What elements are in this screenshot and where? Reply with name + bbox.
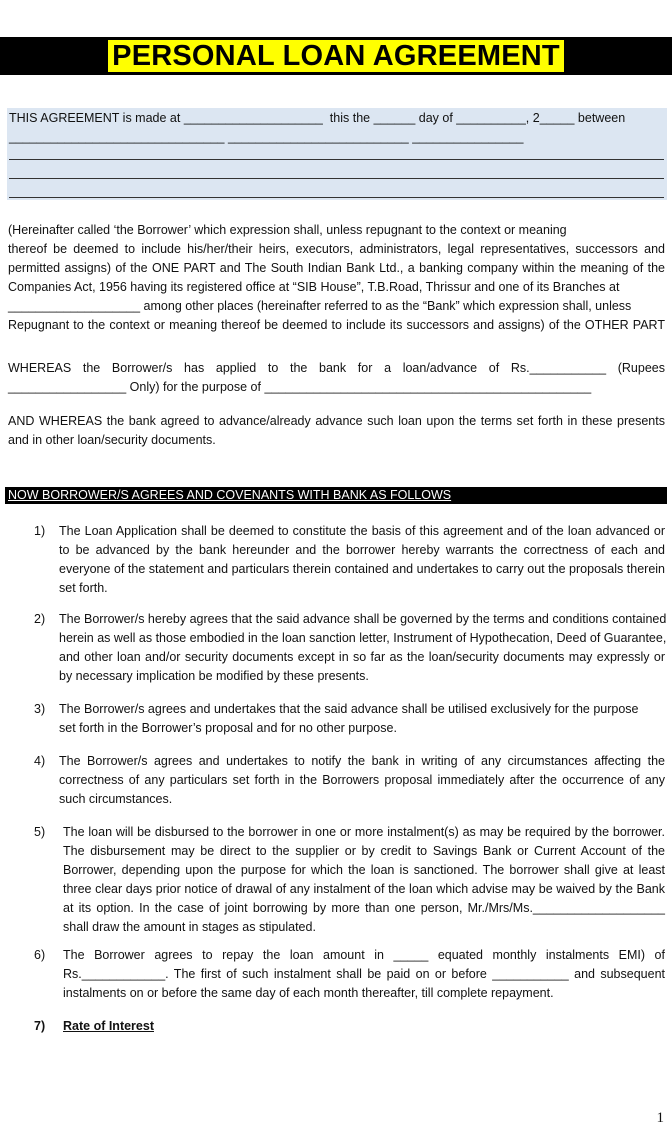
clause-line: Borrower, depending upon the purpose for which the loan is sanctioned. The borrower shall give at least (63, 863, 665, 877)
clause-line: instalments on or before the same day of each month thereafter, till complete repayment. (63, 986, 554, 1000)
paragraph-line: thereof be deemed to include his/her/their heirs, executors, administrators, legal representatives, successors and (8, 242, 665, 256)
clause-line: to be advanced by the bank hereunder and the borrower hereby warrants the correctness of each and (59, 543, 665, 557)
clause-3 (34, 700, 665, 738)
paragraph-line: permitted assigns) of the ONE PART and The South Indian Bank Ltd., a banking company within the meaning of the (8, 261, 665, 275)
clause-line: set forth. (59, 581, 108, 595)
clause-body (63, 946, 665, 1003)
clause-2 (34, 610, 665, 686)
paragraph-line: Repugnant to the context or meaning thereof be deemed to include its successors and assigns) of the OTHER PART (8, 318, 665, 332)
clause-line: The Borrower agrees to repay the loan amount in _____ equated monthly instalments EMI) of (63, 948, 665, 962)
intro-line-1: THIS AGREEMENT is made at ____________________ this the ______ day of __________, 2_____ between (9, 111, 626, 125)
paragraph-line: _________________ Only) for the purpose of _______________________________________________ (8, 380, 592, 394)
clause-line: herein as well as those embodied in the loan sanction letter, Instrument of Hypothecation, Deed of Guarantee, (59, 631, 667, 645)
clause-line: set forth in the Borrower’s proposal and for no other purpose. (59, 721, 397, 735)
paragraph-line: WHEREAS the Borrower/s has applied to the bank for a loan/advance of Rs.___________ (Rupees (8, 361, 665, 375)
and-whereas-paragraph (8, 412, 665, 450)
title-bar (0, 37, 672, 75)
clause-body (63, 1017, 665, 1036)
clause-body (59, 610, 665, 686)
clause-line: The Borrower/s agrees and undertakes to notify the bank in writing of any circumstances affecting the (59, 754, 665, 768)
clause-line: such circumstances. (59, 792, 173, 806)
clause-number: 7) (34, 1019, 46, 1033)
clause-line: correctness of any particulars set forth in the Borrowers proposal immediately after the occurrence of any (59, 773, 665, 787)
clause-number: 6) (34, 948, 46, 962)
whereas-paragraph (8, 359, 665, 397)
paragraph-line: Companies Act, 1956 having its registered office at “SIB House”, T.B.Road, Thrissur and one of its Branches at (8, 280, 620, 294)
clause-6 (34, 946, 665, 1003)
clause-line: everyone of the statement and particulars therein contained and undertakes to carry out the proposals therein (59, 562, 665, 576)
intro-line-2: _______________________________ __________________________ ________________ (9, 130, 524, 144)
clause-number: 2) (34, 612, 46, 626)
paragraph-line: AND WHEREAS the bank agreed to advance/already advance such loan upon the terms set forth in these presents (8, 414, 665, 428)
clause-line: The Borrower/s hereby agrees that the said advance shall be governed by the terms and conditions contained (59, 612, 667, 626)
clause-line: shall draw the amount in stages as stipulated. (63, 920, 316, 934)
clause-body (59, 700, 665, 738)
borrower-definition-paragraph (8, 221, 665, 335)
clause-number: 4) (34, 754, 46, 768)
section-heading-bar (5, 487, 667, 504)
clause-body (63, 823, 665, 937)
clause-7 (34, 1017, 665, 1036)
paragraph-line: (Hereinafter called ‘the Borrower’ which expression shall, unless repugnant to the context or meaning (8, 223, 567, 237)
clause-line: and other loan and/or security documents except in so far as the loan/security documents may expressly or (59, 650, 665, 664)
clause-5 (34, 823, 665, 937)
section-heading: NOW BORROWER/S AGREES AND COVENANTS WITH BANK AS FOLLOWS (8, 488, 452, 502)
clause-line: The Loan Application shall be deemed to constitute the basis of this agreement and of the loan advanced or (59, 524, 665, 538)
clause-body (59, 752, 665, 809)
party-blank-line (9, 197, 664, 198)
party-blank-line (9, 178, 664, 179)
paragraph-line: ___________________ among other places (hereinafter referred to as the “Bank” which expression shall, unless (8, 299, 632, 313)
clause-line: The Borrower/s agrees and undertakes that the said advance shall be utilised exclusively for the purpose (59, 702, 639, 716)
clause-line: by necessary implication be modified by these presents. (59, 669, 369, 683)
clause-line: Rs.____________. The first of such instalment shall be paid on or before ___________ and subsequent (63, 967, 665, 981)
clause-heading: Rate of Interest (63, 1019, 154, 1033)
clause-line: at its option. In the case of joint borrowing by more than one person, Mr./Mrs/Ms.___________________ (63, 901, 665, 915)
clause-body (59, 522, 665, 598)
clause-line: The loan will be disbursed to the borrower in one or more instalment(s) as may be required by the borrower. (63, 825, 665, 839)
clause-number: 5) (34, 825, 46, 839)
clause-line: The disbursement may be direct to the supplier or by credit to Savings Bank or Current Account of the (63, 844, 665, 858)
intro-box (7, 108, 667, 200)
clause-line: three clear days prior notice of drawal of any instalment of the loan which advise may be waived by the Bank (63, 882, 665, 896)
party-blank-line (9, 159, 664, 160)
clause-number: 3) (34, 702, 46, 716)
clause-number: 1) (34, 524, 46, 538)
page-number: 1 (656, 1110, 664, 1126)
paragraph-line: and in other loan/security documents. (8, 433, 216, 447)
clause-1 (34, 522, 665, 598)
clause-4 (34, 752, 665, 809)
document-title: PERSONAL LOAN AGREEMENT (108, 40, 564, 72)
